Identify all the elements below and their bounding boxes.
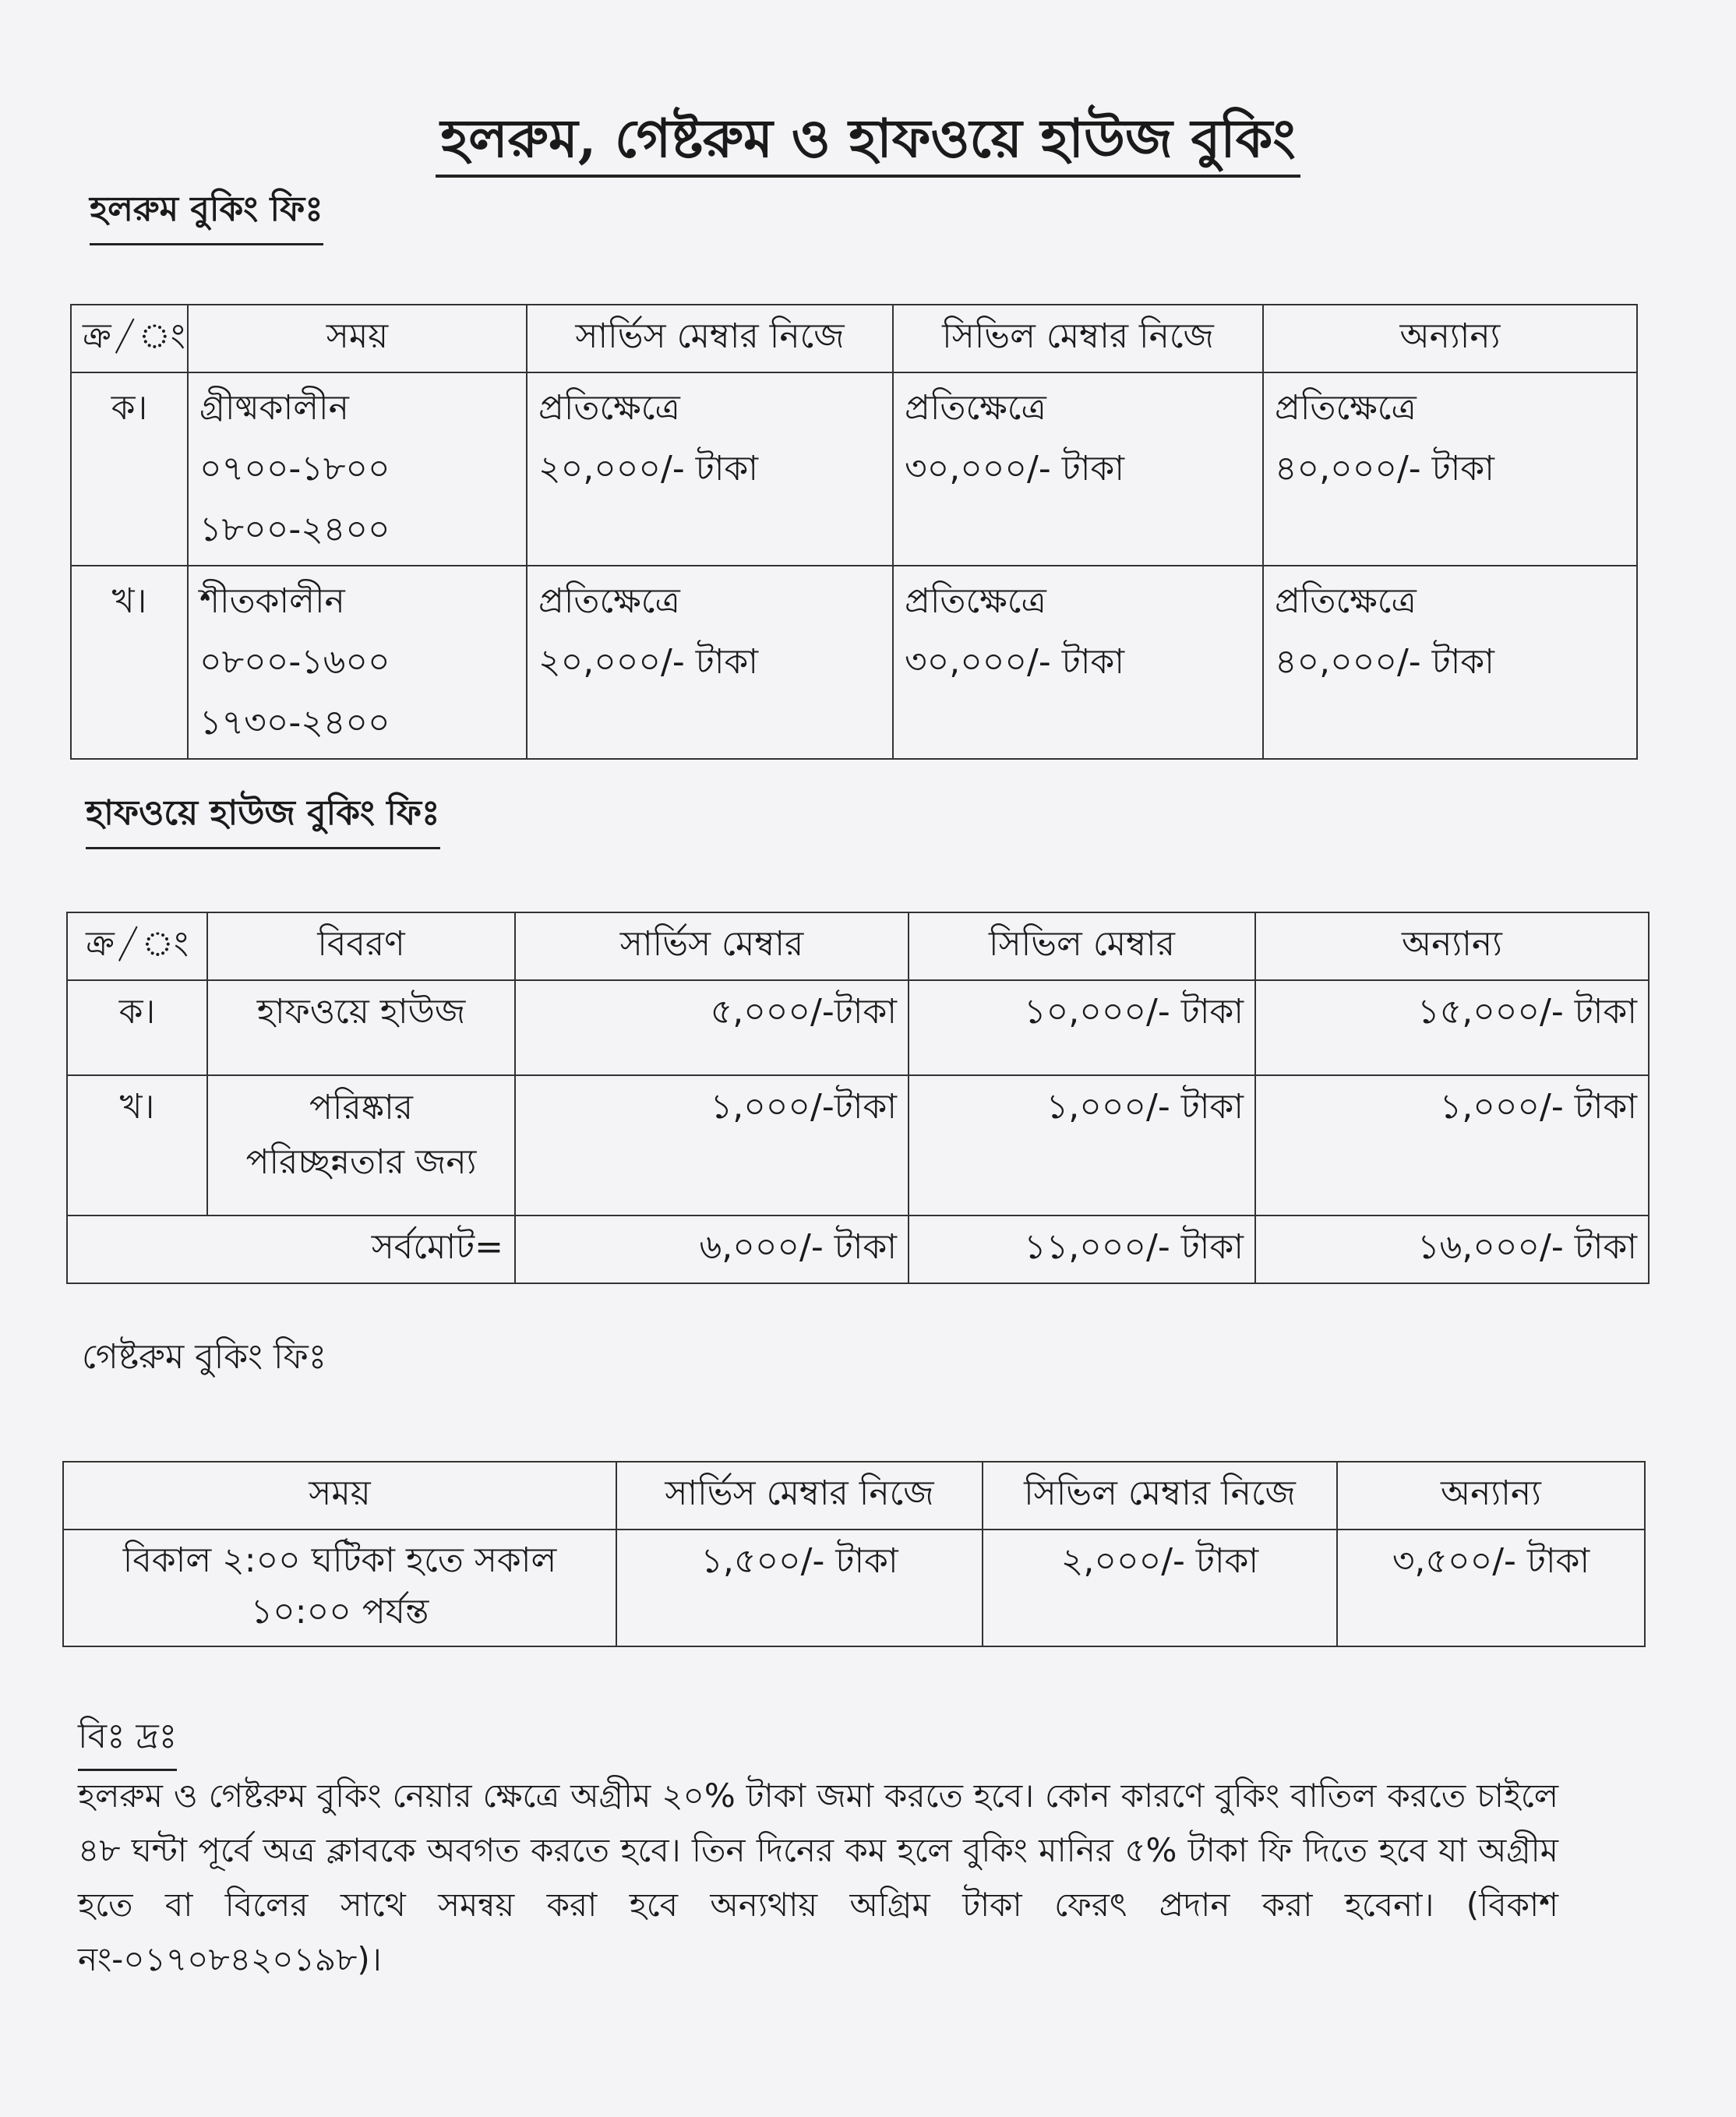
time-cell <box>188 566 527 759</box>
description-line: পরিষ্কার <box>309 1088 414 1127</box>
header-cell: সার্ভিস মেম্বার <box>515 912 909 980</box>
per-case-label: প্রতিক্ষেত্রে <box>905 581 1046 621</box>
total-amount: ১৬,০০০/- টাকা <box>1255 1216 1649 1283</box>
header-cell: অন্যান্য <box>1255 912 1649 980</box>
time-cell <box>188 372 527 566</box>
fee-cell: ১৫,০০০/- টাকা <box>1255 980 1649 1075</box>
serial-cell: খ। <box>71 566 188 759</box>
header-cell: সময় <box>63 1462 616 1530</box>
description-cell <box>207 980 515 1075</box>
per-case-label: প্রতিক্ষেত্রে <box>538 581 680 621</box>
fee-cell: ৫,০০০/-টাকা <box>515 980 909 1075</box>
fee-cell: ১,৫০০/- টাকা <box>616 1530 983 1646</box>
fee-amount: ৩০,০০০/- টাকা <box>905 449 1124 489</box>
time-slot: ১৮০০-২৪০০ <box>199 510 390 549</box>
fee-amount: ৪০,০০০/- টাকা <box>1275 642 1494 682</box>
header-cell: বিবরণ <box>207 912 515 980</box>
total-label: সর্বমোট= <box>67 1216 515 1283</box>
header-cell: অন্যান্য <box>1263 305 1637 372</box>
note-title: বিঃ দ্রঃ <box>78 1710 177 1771</box>
fee-cell: ১,০০০/- টাকা <box>909 1075 1255 1216</box>
time-slot: ০৮০০-১৬০০ <box>199 642 390 682</box>
time-line: বিকাল ২:০০ ঘটিকা হতে সকাল <box>122 1540 557 1580</box>
header-cell: সিভিল মেম্বার নিজে <box>893 305 1263 372</box>
serial-cell: ক। <box>71 372 188 566</box>
header-cell: সার্ভিস মেম্বার নিজে <box>527 305 893 372</box>
fee-cell: ১,০০০/-টাকা <box>515 1075 909 1216</box>
fee-cell <box>893 566 1263 759</box>
season-label: গ্রীষ্মকালীন <box>199 388 349 428</box>
serial-cell: খ। <box>67 1075 207 1216</box>
fee-cell <box>1263 372 1637 566</box>
fee-cell: ১০,০০০/- টাকা <box>909 980 1255 1075</box>
time-cell <box>63 1530 616 1646</box>
header-cell: সময় <box>188 305 527 372</box>
page-title: হলরুম, গেষ্টরুম ও হাফওয়ে হাউজ বুকিং <box>0 97 1736 186</box>
per-case-label: প্রতিক্ষেত্রে <box>1275 388 1417 428</box>
header-cell: সিভিল মেম্বার নিজে <box>983 1462 1337 1530</box>
fee-cell: ৩,৫০০/- টাকা <box>1337 1530 1645 1646</box>
fee-cell <box>893 372 1263 566</box>
guestroom-table <box>62 1461 1646 1647</box>
fee-cell <box>527 372 893 566</box>
fee-cell <box>1263 566 1637 759</box>
description-line: হাফওয়ে হাউজ <box>256 992 466 1032</box>
table-row <box>63 1530 1645 1646</box>
fee-amount: ২০,০০০/- টাকা <box>538 642 758 682</box>
hallroom-heading: হলরুম বুকিং ফিঃ <box>90 183 323 245</box>
description-line: পরিচ্ছন্নতার জন্য <box>245 1142 477 1182</box>
table-row <box>71 372 1637 566</box>
guestroom-heading: গেষ্টরুম বুকিং ফিঃ <box>82 1337 327 1377</box>
total-amount: ১১,০০০/- টাকা <box>909 1216 1255 1283</box>
fee-cell: ১,০০০/- টাকা <box>1255 1075 1649 1216</box>
table-header-row <box>71 305 1637 372</box>
serial-cell: ক। <box>67 980 207 1075</box>
total-amount: ৬,০০০/- টাকা <box>515 1216 909 1283</box>
header-cell: সার্ভিস মেম্বার নিজে <box>616 1462 983 1530</box>
fee-amount: ২০,০০০/- টাকা <box>538 449 758 489</box>
table-header-row <box>63 1462 1645 1530</box>
table-row <box>67 1075 1649 1216</box>
time-slot: ১৭৩০-২৪০০ <box>199 703 390 743</box>
table-row <box>71 566 1637 759</box>
description-cell <box>207 1075 515 1216</box>
table-row <box>67 980 1649 1075</box>
header-cell: সিভিল মেম্বার <box>909 912 1255 980</box>
fee-cell <box>527 566 893 759</box>
table-header-row <box>67 912 1649 980</box>
per-case-label: প্রতিক্ষেত্রে <box>1275 581 1417 621</box>
time-slot: ০৭০০-১৮০০ <box>199 449 390 489</box>
fee-amount: ৩০,০০০/- টাকা <box>905 642 1124 682</box>
header-cell: অন্যান্য <box>1337 1462 1645 1530</box>
per-case-label: প্রতিক্ষেত্রে <box>538 388 680 428</box>
per-case-label: প্রতিক্ষেত্রে <box>905 388 1046 428</box>
halfway-heading: হাফওয়ে হাউজ বুকিং ফিঃ <box>86 787 440 849</box>
hallroom-table <box>70 304 1638 760</box>
fee-amount: ৪০,০০০/- টাকা <box>1275 449 1494 489</box>
halfway-table <box>66 912 1650 1284</box>
season-label: শীতকালীন <box>199 581 345 621</box>
header-cell: ক্র/ং <box>71 305 188 372</box>
note-text: হলরুম ও গেষ্টরুম বুকিং নেয়ার ক্ষেত্রে অগ্রীম ২০% টাকা জমা করতে হবে। কোন কারণে বুকিং বাতিল করতে চাইলে ৪৮ ঘন্টা পূর্বে অত্র ক্লাবকে অবগত করতে হবে। তিন দিনের কম হলে বুকিং মানির ৫% টাকা ফি দিতে হবে যা অগ্রীম হতে বা বিলের সাথে সমন্বয় করা হবে অন্যথায় অগ্রিম টাকা ফেরৎ প্রদান করা হবেনা। (বিকাশ নং-০১৭০৮৪২০১৯৮)। <box>78 1777 1558 1978</box>
fee-cell: ২,০০০/- টাকা <box>983 1530 1337 1646</box>
time-line: ১০:০০ পর্যন্ত <box>250 1592 429 1632</box>
header-cell: ক্র/ং <box>67 912 207 980</box>
total-row <box>67 1216 1649 1283</box>
